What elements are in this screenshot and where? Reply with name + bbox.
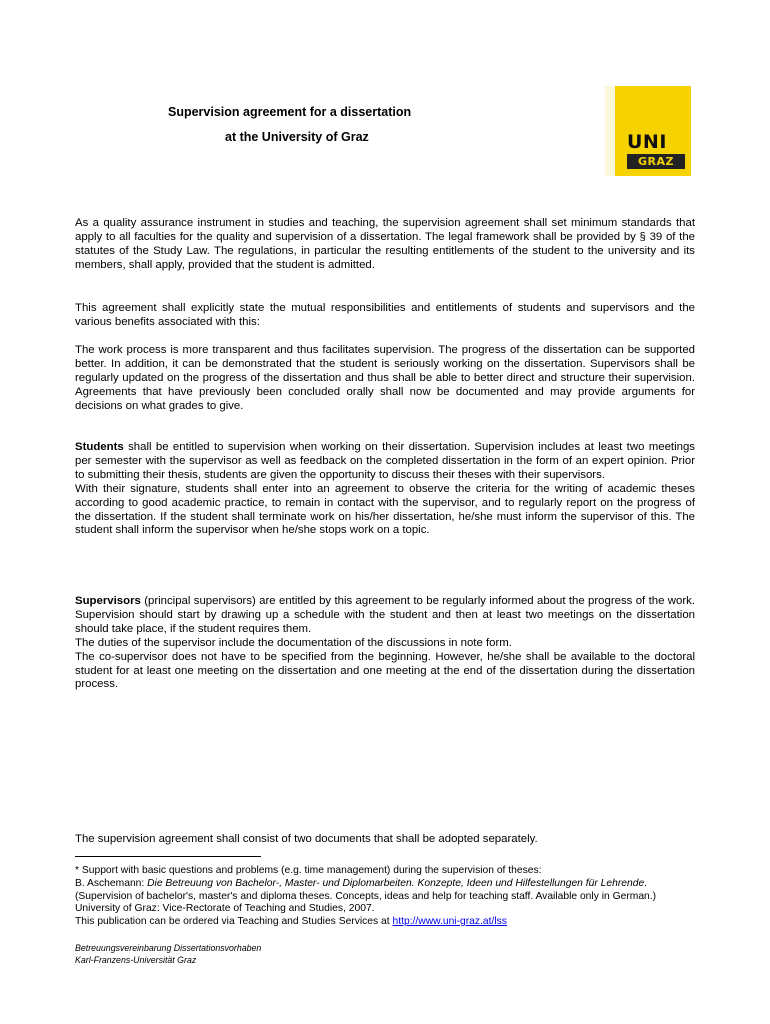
page-footer	[75, 942, 475, 966]
footnote-book-details: . (Supervision of bachelor's, master's and diploma theses. Concepts, ideas and help for teaching staff. Available only in German.) University of Graz: Vice-Rectorate of Teaching and Studies, 2007.	[75, 877, 657, 915]
footnote-book-title: Die Betreuung von Bachelor-, Master- und Diplomarbeiten. Konzepte, Ideen und Hilfestellungen für Lehrende	[147, 877, 645, 889]
agreement-paragraph	[75, 302, 695, 330]
lss-link[interactable]: http://www.uni-graz.at/lss	[392, 916, 507, 928]
footnote-order-text: This publication can be ordered via Teaching and Studies Services at	[75, 916, 393, 928]
agreement-text: This agreement shall explicitly state the mutual responsibilities and entitlements of students and supervisors and the various benefits associated with this:	[75, 302, 695, 328]
students-section	[75, 441, 695, 538]
students-heading: Students	[75, 441, 124, 453]
supervisors-text-2: The duties of the supervisor include the documentation of the discussions in note form.	[75, 636, 512, 649]
students-text-2: With their signature, students shall enter into an agreement to observe the criteria for the writing of academic theses according to good academic practice, to remain in contact with the supervisor, and to regularly report on the progress of the dissertation. If the student shall terminate work on his/her dissertation, he/she must inform the supervisor of this. The student shall inform the supervisor when he/she stops work on a topic.	[75, 482, 695, 537]
footnote-author: B. Aschemann:	[75, 877, 148, 889]
intro-paragraph	[75, 217, 695, 273]
supervisors-text-3: The co-supervisor does not have to be specified from the beginning. However, he/she shall be available to the doctoral student for at least one meeting on the dissertation and one meeting at the end of the dissertation during the dissertation process.	[75, 650, 695, 691]
logo-graz-text: GRAZ	[627, 154, 685, 169]
title-line-1: Supervision agreement for a dissertation	[168, 105, 412, 119]
students-paragraph	[75, 441, 695, 483]
document-title	[168, 100, 448, 150]
footnote-line-1: * Support with basic questions and problems (e.g. time management) during the supervision of theses:	[75, 865, 542, 876]
supervisors-section	[75, 595, 695, 692]
footer-line-2: Karl-Franzens-Universität Graz	[75, 955, 197, 965]
benefits-paragraph	[75, 344, 695, 414]
uni-graz-logo	[605, 86, 691, 176]
students-text-1: shall be entitled to supervision when working on their dissertation. Supervision includes at least two meetings per semester with the supervisor as well as feedback on the completed dissertation in the form of an expert opinion. Prior to submitting their thesis, students are given the opportunity to discuss their theses with their supervisors.	[75, 441, 695, 481]
logo-uni-text: UNI	[627, 131, 667, 153]
footnote-divider	[75, 856, 261, 857]
supervisors-heading: Supervisors	[75, 595, 141, 607]
title-line-2: at the University of Graz	[225, 130, 369, 144]
intro-text: As a quality assurance instrument in studies and teaching, the supervision agreement shall set minimum standards that apply to all faculties for the quality and supervision of a dissertation. The legal framework shall be provided by § 39 of the statutes of the Study Law. The regulations, in particular the resulting entitlements of the student to the university and its members, shall apply, provided that the student is admitted.	[75, 217, 695, 271]
footer-line-1: Betreuungsvereinbarung Dissertationsvorhaben	[75, 943, 262, 953]
documents-text: The supervision agreement shall consist of two documents that shall be adopted separately.	[75, 833, 538, 845]
footnote	[75, 865, 685, 929]
documents-paragraph	[75, 833, 695, 847]
supervisors-paragraph	[75, 595, 695, 637]
supervisors-text-1: (principal supervisors) are entitled by this agreement to be regularly informed about the progress of the work. Supervision should start by drawing up a schedule with the student and then at least two meetings on the dissertation should take place, if the student requires them.	[75, 595, 695, 635]
footnote-order	[75, 916, 685, 929]
benefits-text: The work process is more transparent and thus facilitates supervision. The progress of the dissertation can be supported better. In addition, it can be demonstrated that the student is seriously working on the dissertation. Supervisors shall be regularly updated on the progress of the dissertation and thus shall be able to better direct and structure their supervision. Agreements that have previously been concluded orally shall now be documented and may provide arguments for decisions on what grades to give.	[75, 344, 695, 412]
footnote-reference	[75, 878, 685, 916]
